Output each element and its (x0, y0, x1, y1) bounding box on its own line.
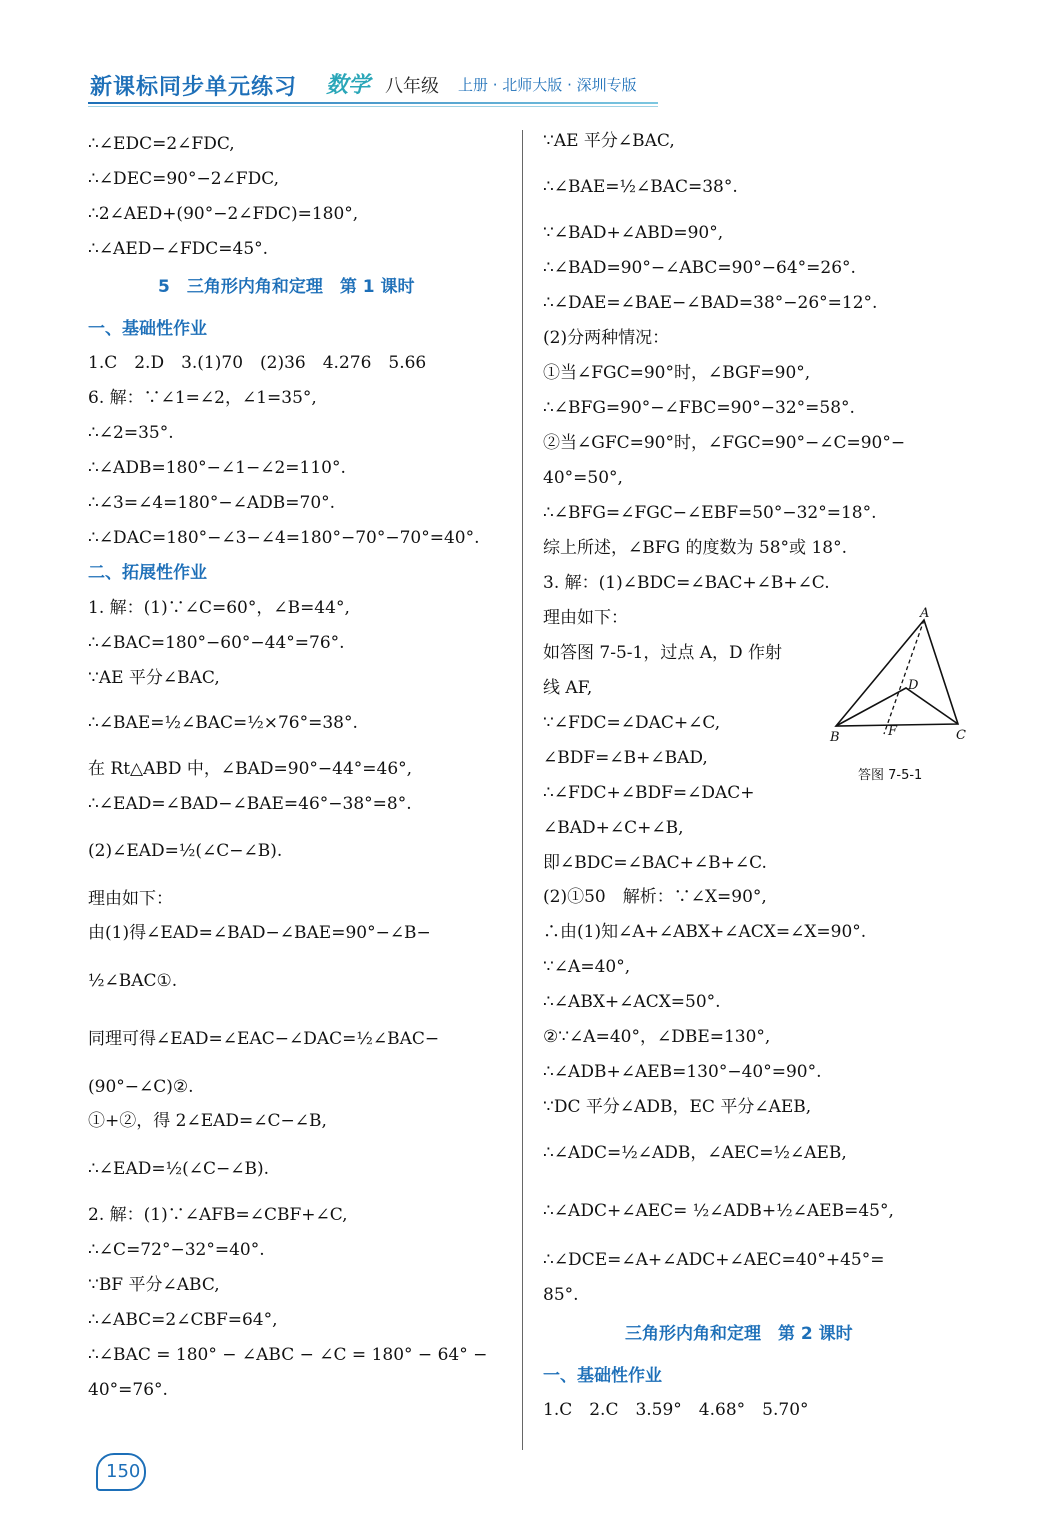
answer-line: 由(1)得∠EAD=∠BAD−∠BAE=90°−∠B− (88, 923, 431, 943)
answer-line: ∵∠A=40°, (543, 957, 631, 977)
label-f: F (888, 724, 898, 739)
subject-label: 数学 (326, 73, 371, 98)
answer-line: ½∠BAC①. (88, 971, 178, 991)
answer-line: ①+②，得 2∠EAD=∠C−∠B, (88, 1111, 327, 1131)
answer-line: 3. 解：(1)∠BDC=∠BAC+∠B+∠C. (543, 573, 830, 593)
answer-line: ∴∠ADB+∠AEB=130°−40°=90°. (543, 1062, 822, 1082)
section-heading: 二、拓展性作业 (88, 563, 207, 583)
page-header (88, 66, 658, 106)
answer-line: ∵DC 平分∠ADB，EC 平分∠AEB, (543, 1097, 812, 1117)
answer-line: ∵AE 平分∠BAC, (543, 131, 675, 151)
answer-line: ∴由(1)知∠A+∠ABX+∠ACX=∠X=90°. (543, 922, 867, 942)
answer-line: 40°=76°. (88, 1380, 168, 1400)
answer-line: 如答图 7-5-1，过点 A，D 作射 (543, 643, 783, 663)
answer-line: 1.C 2.D 3.(1)70 (2)36 4.276 5.66 (88, 353, 427, 373)
answer-line: 同理可得∠EAD=∠EAC−∠DAC=½∠BAC− (88, 1029, 440, 1049)
answer-line: ∴∠C=72°−32°=40°. (88, 1240, 265, 1260)
answer-line: 1. 解：(1)∵∠C=60°，∠B=44°, (88, 598, 350, 618)
section-heading: 一、基础性作业 (543, 1366, 662, 1386)
answer-line: ∠BDF=∠B+∠BAD, (543, 748, 708, 768)
answer-line: ∴∠AED−∠FDC=45°. (88, 239, 269, 259)
answer-line: ∴∠3=∠4=180°−∠ADB=70°. (88, 493, 336, 513)
answer-line: ∴∠DAE=∠BAE−∠BAD=38°−26°=12°. (543, 293, 878, 313)
answer-line: ∵∠BAD+∠ABD=90°, (543, 223, 724, 243)
answer-line: ∴∠BAC = 180° − ∠ABC − ∠C = 180° − 64° − (88, 1345, 488, 1365)
concave-bd-dc (836, 688, 958, 726)
lesson-title: 三角形内角和定理 第 2 课时 (625, 1324, 853, 1344)
answer-line: ∴∠BAE=½∠BAC=½×76°=38°. (88, 713, 358, 733)
answer-line: ∴∠BAD=90°−∠ABC=90°−64°=26°. (543, 258, 856, 278)
answer-line: ∴∠BFG=∠FGC−∠EBF=50°−32°=18°. (543, 503, 877, 523)
answer-line: ∴∠EDC=2∠FDC, (88, 134, 235, 154)
answer-line: ∴∠2=35°. (88, 423, 174, 443)
label-a: A (920, 606, 930, 621)
answer-line: ∴∠ADC+∠AEC= ½∠ADB+½∠AEB=45°, (543, 1201, 894, 1221)
section-heading: 一、基础性作业 (88, 319, 207, 339)
column-divider (522, 130, 523, 1450)
answer-line: ∴∠EAD=∠BAD−∠BAE=46°−38°=8°. (88, 794, 412, 814)
header-rule-thin (88, 106, 658, 107)
answer-line: ∠BAD+∠C+∠B, (543, 818, 684, 838)
answer-line: ∴2∠AED+(90°−2∠FDC)=180°, (88, 204, 359, 224)
answer-line: ②∵∠A=40°，∠DBE=130°, (543, 1027, 771, 1047)
answer-line: 2. 解：(1)∵∠AFB=∠CBF+∠C, (88, 1205, 348, 1225)
answer-line: (2)①50 解析：∵∠X=90°, (543, 887, 767, 907)
answer-line: 85°. (543, 1285, 579, 1305)
answer-line: ①当∠FGC=90°时，∠BGF=90°, (543, 363, 811, 383)
book-title: 新课标同步单元练习 (90, 75, 298, 100)
ray-af (884, 620, 924, 734)
triangle-abc (836, 620, 958, 726)
answer-line: ∴∠ABX+∠ACX=50°. (543, 992, 721, 1012)
answer-line: 理由如下： (543, 608, 628, 628)
answer-line: 理由如下： (88, 889, 173, 909)
answer-line: 1.C 2.C 3.59° 4.68° 5.70° (543, 1400, 809, 1420)
page-number: 150 (106, 1461, 141, 1482)
answer-line: ∴∠DCE=∠A+∠ADC+∠AEC=40°+45°= (543, 1250, 885, 1270)
answer-line: ∴∠ABC=2∠CBF=64°, (88, 1310, 278, 1330)
answer-line: ②当∠GFC=90°时，∠FGC=90°−∠C=90°− (543, 433, 906, 453)
answer-line: ∴∠ADB=180°−∠1−∠2=110°. (88, 458, 346, 478)
answer-line: (2)∠EAD=½(∠C−∠B). (88, 841, 283, 861)
answer-line: 40°=50°, (543, 468, 623, 488)
answer-line: ∴∠DAC=180°−∠3−∠4=180°−70°−70°=40°. (88, 528, 480, 548)
answer-line: ∵AE 平分∠BAC, (88, 668, 220, 688)
answer-line: ∴∠DEC=90°−2∠FDC, (88, 169, 280, 189)
grade-label: 八年级 (385, 76, 439, 97)
answer-line: 即∠BDC=∠BAC+∠B+∠C. (543, 853, 767, 873)
answer-line: ∵BF 平分∠ABC, (88, 1275, 220, 1295)
answer-line: ∵∠FDC=∠DAC+∠C, (543, 713, 721, 733)
lesson-title: 5 三角形内角和定理 第 1 课时 (158, 277, 415, 297)
label-c: C (956, 728, 966, 743)
answer-line: (2)分两种情况： (543, 328, 670, 348)
answer-line: ∴∠BAC=180°−60°−44°=76°. (88, 633, 345, 653)
triangle-diagram (826, 612, 976, 762)
answer-line: ∴∠FDC+∠BDF=∠DAC+ (543, 783, 755, 803)
label-d: D (908, 678, 919, 693)
figure-caption: 答图 7-5-1 (858, 768, 923, 783)
answer-line: ∴∠EAD=½(∠C−∠B). (88, 1159, 269, 1179)
answer-line: (90°−∠C)②. (88, 1077, 194, 1097)
answer-line: ∴∠BAE=½∠BAC=38°. (543, 177, 738, 197)
answer-line: 在 Rt△ABD 中，∠BAD=90°−44°=46°, (88, 759, 413, 779)
answer-line: ∴∠ADC=½∠ADB，∠AEC=½∠AEB, (543, 1143, 847, 1163)
answer-line: 6. 解：∵∠1=∠2，∠1=35°, (88, 388, 317, 408)
answer-line: 线 AF, (543, 678, 593, 698)
header-rule (88, 102, 658, 104)
edition-label: 上册 · 北师大版 · 深圳专版 (458, 76, 637, 94)
answer-line: 综上所述，∠BFG 的度数为 58°或 18°. (543, 538, 847, 558)
answer-line: ∴∠BFG=90°−∠FBC=90°−32°=58°. (543, 398, 855, 418)
label-b: B (830, 730, 840, 745)
